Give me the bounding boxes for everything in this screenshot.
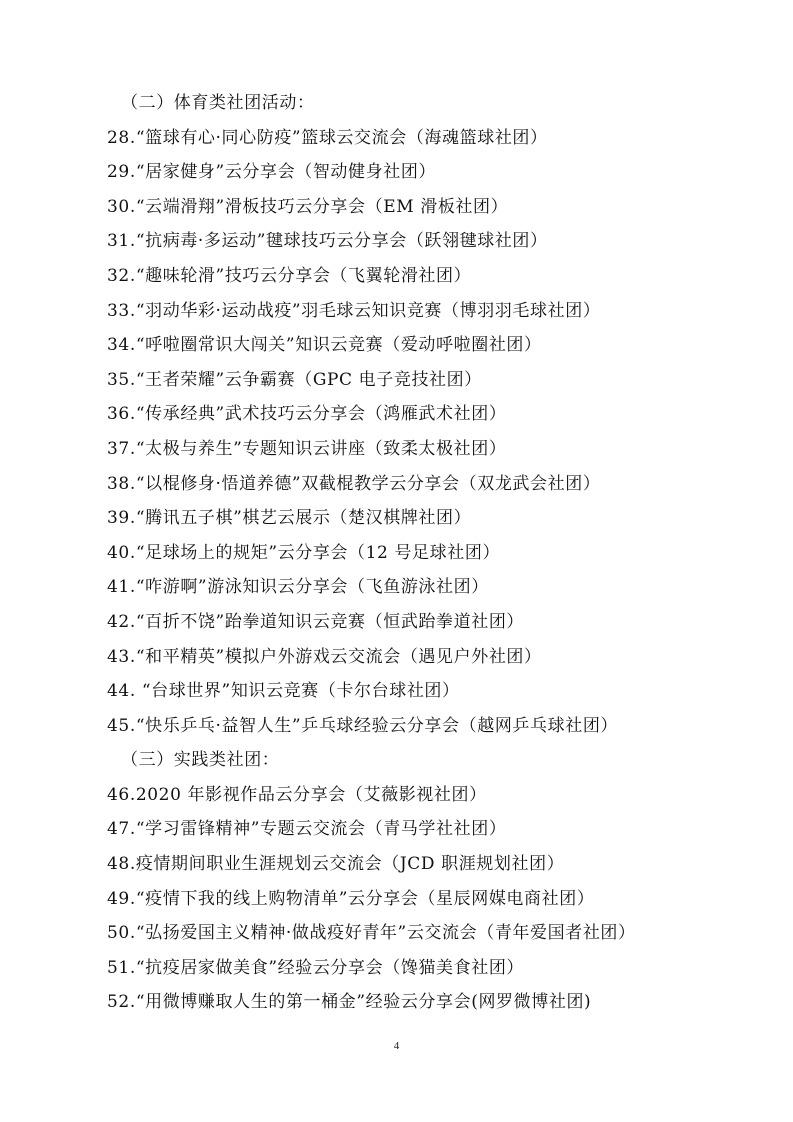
list-item: 45.“快乐乒乓·益智人生”乒乓球经验云分享会（越网乒乓球社团） [107, 715, 619, 736]
page-number: 4 [393, 1040, 400, 1052]
list-item: 33.“羽动华彩·运动战疫”羽毛球云知识竞赛（博羽羽毛球社团） [107, 300, 601, 321]
list-item: 28.“篮球有心·同心防疫”篮球云交流会（海魂篮球社团） [107, 127, 548, 148]
list-item: 48.疫情期间职业生涯规划云交流会（JCD 职涯规划社团） [107, 854, 565, 875]
practice-activity-list [107, 778, 747, 1020]
list-item: 36.“传承经典”武术技巧云分享会（鸿雁武术社团） [107, 404, 507, 425]
list-item: 29.“居家健身”云分享会（智动健身社团） [107, 162, 437, 183]
list-item: 32.“趣味轮滑”技巧云分享会（飞翼轮滑社团） [107, 265, 472, 286]
list-item: 38.“以棍修身·悟道养德”双截棍教学云分享会（双龙武会社团） [107, 473, 601, 494]
list-item: 35.“王者荣耀”云争霸赛（GPC 电子竞技社团） [107, 369, 482, 390]
list-item: 50.“弘扬爱国主义精神·做战疫好青年”云交流会（青年爱国者社团） [107, 923, 636, 944]
list-item: 40.“足球场上的规矩”云分享会（12 号足球社团） [107, 542, 501, 563]
list-item: 41.“咋游啊”游泳知识云分享会（飞鱼游泳社团） [107, 577, 489, 598]
list-item: 39.“腾讯五子棋”棋艺云展示（楚汉棋牌社团） [107, 508, 472, 529]
sports-activity-list [107, 121, 747, 744]
document-body [107, 86, 747, 1020]
list-item: 46.2020 年影视作品云分享会（艾薇影视社团） [107, 784, 487, 805]
list-item: 52.“用微博赚取人生的第一桶金”经验云分享会(网罗微博社团) [107, 992, 592, 1013]
list-item: 42.“百折不饶”跆拳道知识云竞赛（恒武跆拳道社团） [107, 611, 525, 632]
list-item: 51.“抗疫居家做美食”经验云分享会（馋猫美食社团） [107, 957, 525, 978]
list-item: 47.“学习雷锋精神”专题云交流会（青马学社社团） [107, 819, 507, 840]
list-item: 44. “台球世界”知识云竞赛（卡尔台球社团） [107, 681, 460, 702]
section-heading-sports: （二）体育类社团活动： [121, 93, 315, 113]
section-heading-practice: （三）实践类社团： [121, 750, 280, 771]
list-item: 37.“太极与养生”专题知识云讲座（致柔太极社团） [107, 438, 507, 459]
list-item: 49.“疫情下我的线上购物清单”云分享会（星辰网媒电商社团） [107, 888, 595, 909]
list-item: 31.“抗病毒·多运动”毽球技巧云分享会（跃翎毽球社团） [107, 231, 548, 252]
list-item: 30.“云端滑翔”滑板技巧云分享会（EM 滑板社团） [107, 196, 509, 217]
list-item: 34.“呼啦圈常识大闯关”知识云竞赛（爱动呼啦圈社团） [107, 335, 542, 356]
list-item: 43.“和平精英”模拟户外游戏云交流会（遇见户外社团） [107, 646, 542, 667]
